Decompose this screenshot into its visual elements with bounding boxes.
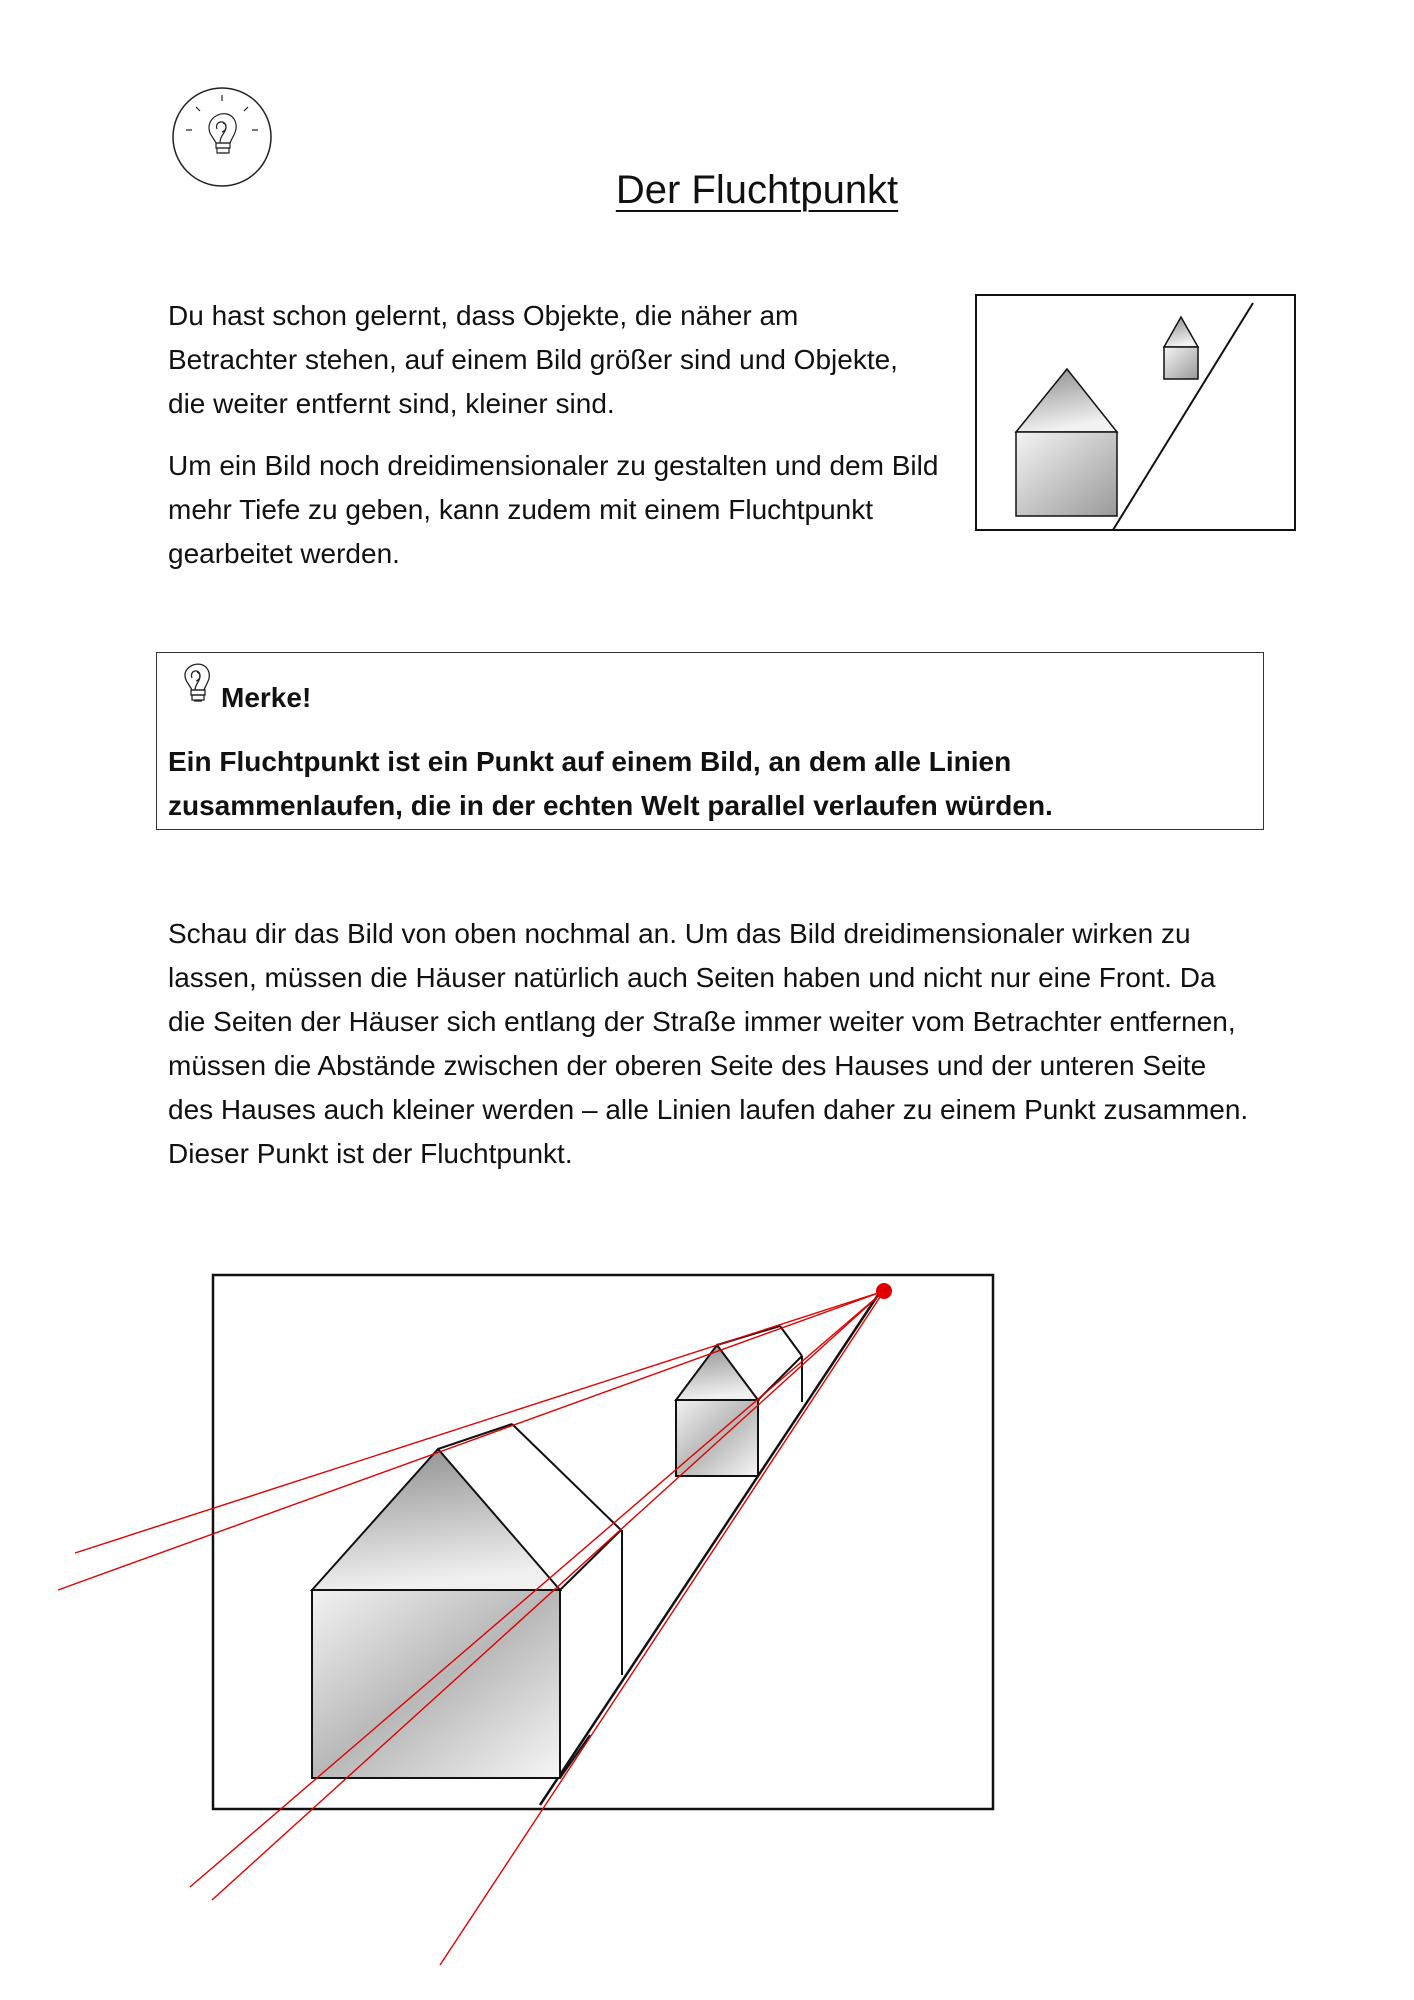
merke-title: Merke! — [221, 682, 312, 713]
vanishing-point — [876, 1283, 892, 1299]
intro-paragraph-1: Du hast schon gelernt, dass Objekte, die näher am Betrachter stehen, auf einem Bild größer sind und Objekte, die weiter entfernt sind, kleiner sind. — [168, 300, 898, 419]
page-title: Der Fluchtpunkt — [615, 168, 899, 212]
lightbulb-icon — [176, 660, 220, 706]
intro-paragraph-2: Um ein Bild noch dreidimensionaler zu gestalten und dem Bild mehr Tiefe zu geben, kann zudem mit einem Fluchtpunkt gearbeitet werden. — [168, 450, 939, 569]
vanishing-point-illustration — [0, 1240, 1414, 1980]
large-house-front — [1016, 432, 1117, 516]
small-house-front — [676, 1400, 758, 1476]
small-house-front — [1164, 347, 1198, 379]
explanation-paragraph: Schau dir das Bild von oben nochmal an. Um das Bild dreidimensionaler wirken zu lassen, müssen die Häuser natürlich auch Seiten haben und nicht nur eine Front. Da die Seiten der Häuser sich entlang der Straße immer weiter vom Betrachter entfernen, müssen die Abstände zwischen der oberen Seite des Hauses und der unteren Seite des Hauses auch kleiner werden – alle Linien laufen daher zu einem Punkt zusammen. Dieser Punkt ist der Fluchtpunkt. — [168, 918, 1249, 1169]
merke-text: Ein Fluchtpunkt ist ein Punkt auf einem Bild, an dem alle Linien zusammenlaufen, die in der echten Welt parallel verlaufen würden. — [168, 746, 1053, 821]
houses-street-illustration — [975, 294, 1297, 532]
